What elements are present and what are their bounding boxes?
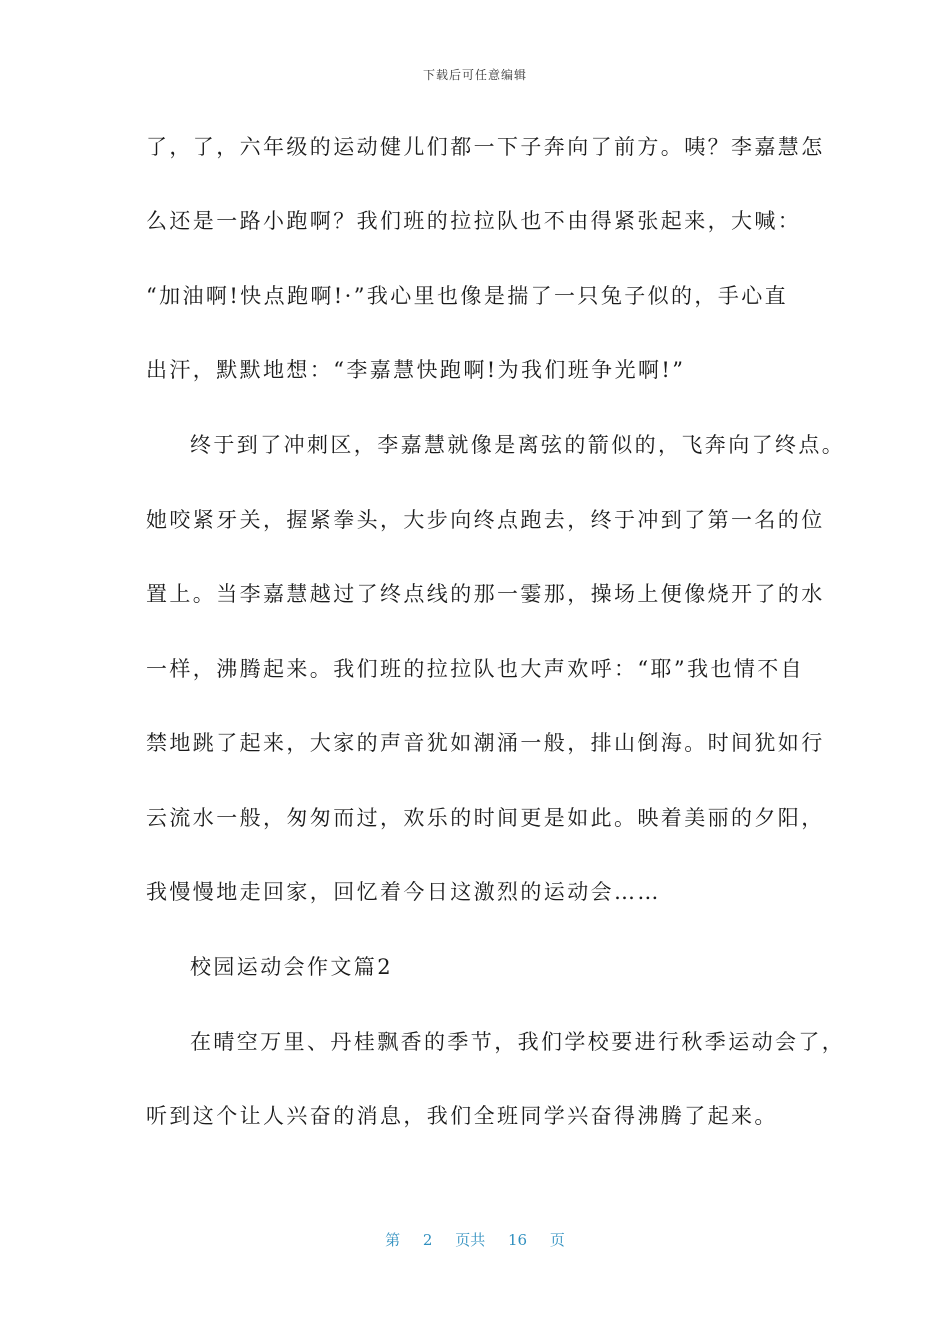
footer-page-number: 2 [422,1231,433,1249]
text-line: “加油啊!快点跑啊!·”我心里也像是揣了一只兔子似的，手心直 [146,284,789,308]
footer-page-word: 第 [385,1231,401,1249]
text-line: 听到这个让人兴奋的消息，我们全班同学兴奋得沸腾了起来。 [146,1104,778,1128]
page-footer [0,1229,950,1250]
section-heading: 校园运动会作文篇2 [190,955,393,979]
footer-total-pages: 16 [508,1231,528,1249]
text-line: 置上。当李嘉慧越过了终点线的那一霎那，操场上便像烧开了的水 [146,582,825,606]
footer-end-word: 页 [549,1231,565,1249]
text-line: 我慢慢地走回家，回忆着今日这激烈的运动会…… [146,880,661,904]
text-line: 了，了，六年级的运动健儿们都一下子奔向了前方。咦？李嘉慧怎 [146,135,825,159]
text-line: 禁地跳了起来，大家的声音犹如潮涌一般，排山倒海。时间犹如行 [146,731,825,755]
text-line: 终于到了冲刺区，李嘉慧就像是离弦的箭似的，飞奔向了终点。 [190,433,846,457]
header-note: 下载后可任意编辑 [422,68,527,82]
text-line: 一样，沸腾起来。我们班的拉拉队也大声欢呼：“耶”我也情不自 [146,657,805,681]
text-line: 她咬紧牙关，握紧拳头，大步向终点跑去，终于冲到了第一名的位 [146,508,825,532]
text-line: 在晴空万里、丹桂飘香的季节，我们学校要进行秋季运动会了， [190,1030,846,1054]
text-line: 出汗，默默地想：“李嘉慧快跑啊!为我们班争光啊!” [146,358,686,382]
text-line: 么还是一路小跑啊？我们班的拉拉队也不由得紧张起来，大喊： [146,209,802,233]
text-line: 云流水一般，匆匆而过，欢乐的时间更是如此。映着美丽的夕阳， [146,806,825,830]
footer-total-word: 页共 [455,1231,486,1249]
